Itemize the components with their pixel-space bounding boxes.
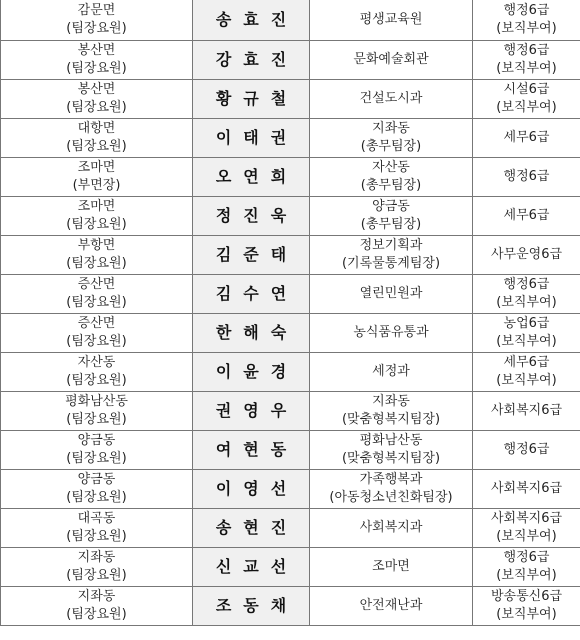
- previous-post-cell-line: 봉산면: [77, 43, 116, 58]
- table-row: [1, 431, 580, 470]
- previous-post-cell-line: 봉산면: [77, 82, 116, 97]
- new-post-cell-line: (총무팀장): [360, 178, 422, 193]
- new-post-cell-line: 농식품유통과: [353, 325, 429, 340]
- previous-post-cell-line: (팀장요원): [66, 373, 127, 388]
- previous-post-cell-line: (팀장요원): [66, 100, 127, 115]
- new-post-cell: [310, 314, 473, 353]
- rank-cell: [473, 236, 580, 275]
- person-name-cell: [193, 41, 310, 80]
- previous-post-cell-line: 양금동: [77, 433, 116, 448]
- rank-cell: [473, 587, 580, 626]
- new-post-cell-line: 세정과: [372, 364, 410, 379]
- person-name-cell: [193, 431, 310, 470]
- rank-cell: [473, 197, 580, 236]
- rank-cell: [473, 470, 580, 509]
- new-post-cell-line: 지좌동: [372, 121, 410, 136]
- rank-cell-line: (보직부여): [496, 568, 557, 583]
- person-name-cell: [193, 392, 310, 431]
- table-row: [1, 0, 580, 41]
- previous-post-cell-line: 양금동: [77, 472, 116, 487]
- new-post-cell-line: 조마면: [372, 559, 410, 574]
- new-post-cell: [310, 197, 473, 236]
- previous-post-cell-line: (팀장요원): [66, 451, 127, 466]
- person-name: 황규철: [215, 89, 299, 108]
- new-post-cell-line: (총무팀장): [360, 217, 422, 232]
- rank-cell: [473, 509, 580, 548]
- person-name-cell: [193, 119, 310, 158]
- new-post-cell-line: 자산동: [372, 160, 410, 175]
- rank-cell-line: 행정6급: [503, 442, 550, 457]
- rank-cell-line: 사무운영6급: [490, 247, 563, 262]
- person-name-cell: [193, 197, 310, 236]
- rank-cell: [473, 80, 580, 119]
- previous-post-cell-line: 감문면: [77, 3, 116, 18]
- new-post-cell: [310, 587, 473, 626]
- previous-post-cell: [1, 0, 193, 41]
- previous-post-cell-line: 지좌동: [77, 550, 116, 565]
- new-post-cell: [310, 41, 473, 80]
- person-name: 한해숙: [215, 323, 299, 342]
- previous-post-cell-line: 조마면: [77, 160, 116, 175]
- previous-post-cell: [1, 275, 193, 314]
- previous-post-cell-line: (팀장요원): [66, 529, 127, 544]
- previous-post-cell: [1, 392, 193, 431]
- person-name-cell: [193, 80, 310, 119]
- rank-cell: [473, 314, 580, 353]
- rank-cell-line: 세무6급: [503, 130, 550, 145]
- previous-post-cell: [1, 80, 193, 119]
- previous-post-cell: [1, 431, 193, 470]
- person-name-cell: [193, 275, 310, 314]
- new-post-cell: [310, 119, 473, 158]
- previous-post-cell: [1, 509, 193, 548]
- person-name-cell: [193, 314, 310, 353]
- table-row: [1, 158, 580, 197]
- rank-cell: [473, 275, 580, 314]
- previous-post-cell-line: 증산면: [77, 316, 116, 331]
- rank-cell-line: 행정6급: [503, 169, 550, 184]
- rank-cell-line: (보직부여): [496, 100, 557, 115]
- person-name-cell: [193, 587, 310, 626]
- new-post-cell: [310, 236, 473, 275]
- person-name-cell: [193, 509, 310, 548]
- new-post-cell: [310, 158, 473, 197]
- person-name-cell: [193, 470, 310, 509]
- previous-post-cell-line: 부항면: [77, 238, 116, 253]
- rank-cell-line: (보직부여): [496, 295, 557, 310]
- rank-cell-line: (보직부여): [496, 61, 557, 76]
- table-row: [1, 470, 580, 509]
- previous-post-cell-line: (팀장요원): [66, 139, 127, 154]
- previous-post-cell-line: (팀장요원): [66, 568, 127, 583]
- table-row: [1, 41, 580, 80]
- new-post-cell-line: 건설도시과: [359, 91, 423, 106]
- new-post-cell-line: (아동청소년친화팀장): [329, 490, 453, 505]
- previous-post-cell: [1, 470, 193, 509]
- table-row: [1, 548, 580, 587]
- rank-cell-line: (보직부여): [496, 334, 557, 349]
- table-row: [1, 353, 580, 392]
- new-post-cell-line: 가족행복과: [359, 472, 423, 487]
- rank-cell-line: 사회복지6급: [490, 511, 563, 526]
- new-post-cell-line: 정보기획과: [359, 238, 423, 253]
- previous-post-cell-line: (팀장요원): [66, 21, 127, 36]
- previous-post-cell-line: (팀장요원): [66, 256, 127, 271]
- table-row: [1, 392, 580, 431]
- new-post-cell-line: (맞춤형복지팀장): [341, 412, 441, 427]
- rank-cell-line: 사회복지6급: [490, 403, 563, 418]
- previous-post-cell: [1, 119, 193, 158]
- previous-post-cell-line: (팀장요원): [66, 607, 127, 622]
- new-post-cell: [310, 548, 473, 587]
- rank-cell-line: 농업6급: [503, 316, 550, 331]
- rank-cell-line: (보직부여): [496, 373, 557, 388]
- rank-cell-line: 세무6급: [503, 208, 550, 223]
- previous-post-cell: [1, 158, 193, 197]
- rank-cell: [473, 548, 580, 587]
- rank-cell-line: 세무6급: [503, 355, 550, 370]
- person-name: 송현진: [215, 518, 299, 537]
- rank-cell: [473, 0, 580, 41]
- rank-cell: [473, 119, 580, 158]
- new-post-cell-line: 평생교육원: [359, 12, 423, 27]
- new-post-cell: [310, 80, 473, 119]
- previous-post-cell: [1, 353, 193, 392]
- person-name: 여현동: [215, 440, 299, 459]
- table-row: [1, 80, 580, 119]
- previous-post-cell-line: (부면장): [72, 178, 121, 193]
- person-name-cell: [193, 548, 310, 587]
- new-post-cell-line: 안전재난과: [359, 598, 423, 613]
- rank-cell: [473, 431, 580, 470]
- person-name-cell: [193, 353, 310, 392]
- new-post-cell: [310, 0, 473, 41]
- personnel-table-body: [1, 0, 580, 626]
- new-post-cell-line: (총무팀장): [360, 139, 422, 154]
- previous-post-cell-line: (팀장요원): [66, 334, 127, 349]
- new-post-cell: [310, 353, 473, 392]
- new-post-cell-line: 지좌동: [372, 394, 410, 409]
- person-name-cell: [193, 0, 310, 41]
- previous-post-cell-line: 조마면: [77, 199, 116, 214]
- person-name-cell: [193, 158, 310, 197]
- rank-cell-line: (보직부여): [496, 529, 557, 544]
- person-name: 강효진: [215, 50, 299, 69]
- person-name: 송효진: [215, 10, 299, 29]
- table-row: [1, 236, 580, 275]
- rank-cell-line: 행정6급: [503, 43, 550, 58]
- rank-cell-line: 방송통신6급: [490, 589, 563, 604]
- person-name: 이영선: [215, 479, 299, 498]
- previous-post-cell: [1, 41, 193, 80]
- table-row: [1, 119, 580, 158]
- rank-cell-line: 시설6급: [503, 82, 550, 97]
- previous-post-cell-line: 증산면: [77, 277, 116, 292]
- person-name: 이윤경: [215, 362, 299, 381]
- previous-post-cell-line: 자산동: [77, 355, 116, 370]
- rank-cell: [473, 392, 580, 431]
- person-name: 김준태: [215, 245, 299, 264]
- person-name: 이태권: [215, 128, 299, 147]
- previous-post-cell-line: 대항면: [77, 121, 116, 136]
- new-post-cell-line: (기록물통계팀장): [341, 256, 441, 271]
- previous-post-cell: [1, 314, 193, 353]
- rank-cell-line: (보직부여): [496, 607, 557, 622]
- table-row: [1, 587, 580, 626]
- rank-cell: [473, 41, 580, 80]
- previous-post-cell: [1, 236, 193, 275]
- new-post-cell: [310, 275, 473, 314]
- new-post-cell-line: 열린민원과: [359, 286, 423, 301]
- previous-post-cell-line: (팀장요원): [66, 217, 127, 232]
- rank-cell-line: 행정6급: [503, 277, 550, 292]
- new-post-cell: [310, 470, 473, 509]
- new-post-cell-line: 사회복지과: [359, 520, 423, 535]
- table-row: [1, 509, 580, 548]
- previous-post-cell-line: 평화남산동: [65, 394, 128, 409]
- rank-cell-line: (보직부여): [496, 21, 557, 36]
- person-name: 정진욱: [215, 206, 299, 225]
- rank-cell-line: 행정6급: [503, 550, 550, 565]
- table-row: [1, 275, 580, 314]
- previous-post-cell-line: 지좌동: [77, 589, 116, 604]
- person-name: 오연희: [215, 167, 299, 186]
- new-post-cell-line: 평화남산동: [359, 433, 423, 448]
- previous-post-cell-line: (팀장요원): [66, 490, 127, 505]
- person-name: 권영우: [215, 401, 299, 420]
- new-post-cell-line: (맞춤형복지팀장): [341, 451, 441, 466]
- rank-cell: [473, 353, 580, 392]
- previous-post-cell-line: 대곡동: [77, 511, 116, 526]
- person-name-cell: [193, 236, 310, 275]
- previous-post-cell-line: (팀장요원): [66, 295, 127, 310]
- person-name: 신교선: [215, 557, 299, 576]
- new-post-cell-line: 문화예술회관: [353, 52, 429, 67]
- previous-post-cell: [1, 197, 193, 236]
- new-post-cell: [310, 431, 473, 470]
- previous-post-cell-line: (팀장요원): [66, 61, 127, 76]
- table-row: [1, 197, 580, 236]
- person-name: 김수연: [215, 284, 299, 303]
- table-row: [1, 314, 580, 353]
- previous-post-cell-line: (팀장요원): [66, 412, 127, 427]
- rank-cell: [473, 158, 580, 197]
- new-post-cell: [310, 509, 473, 548]
- rank-cell-line: 행정6급: [503, 3, 550, 18]
- rank-cell-line: 사회복지6급: [490, 481, 563, 496]
- person-name: 조동채: [215, 596, 299, 615]
- new-post-cell-line: 양금동: [372, 199, 410, 214]
- previous-post-cell: [1, 548, 193, 587]
- previous-post-cell: [1, 587, 193, 626]
- new-post-cell: [310, 392, 473, 431]
